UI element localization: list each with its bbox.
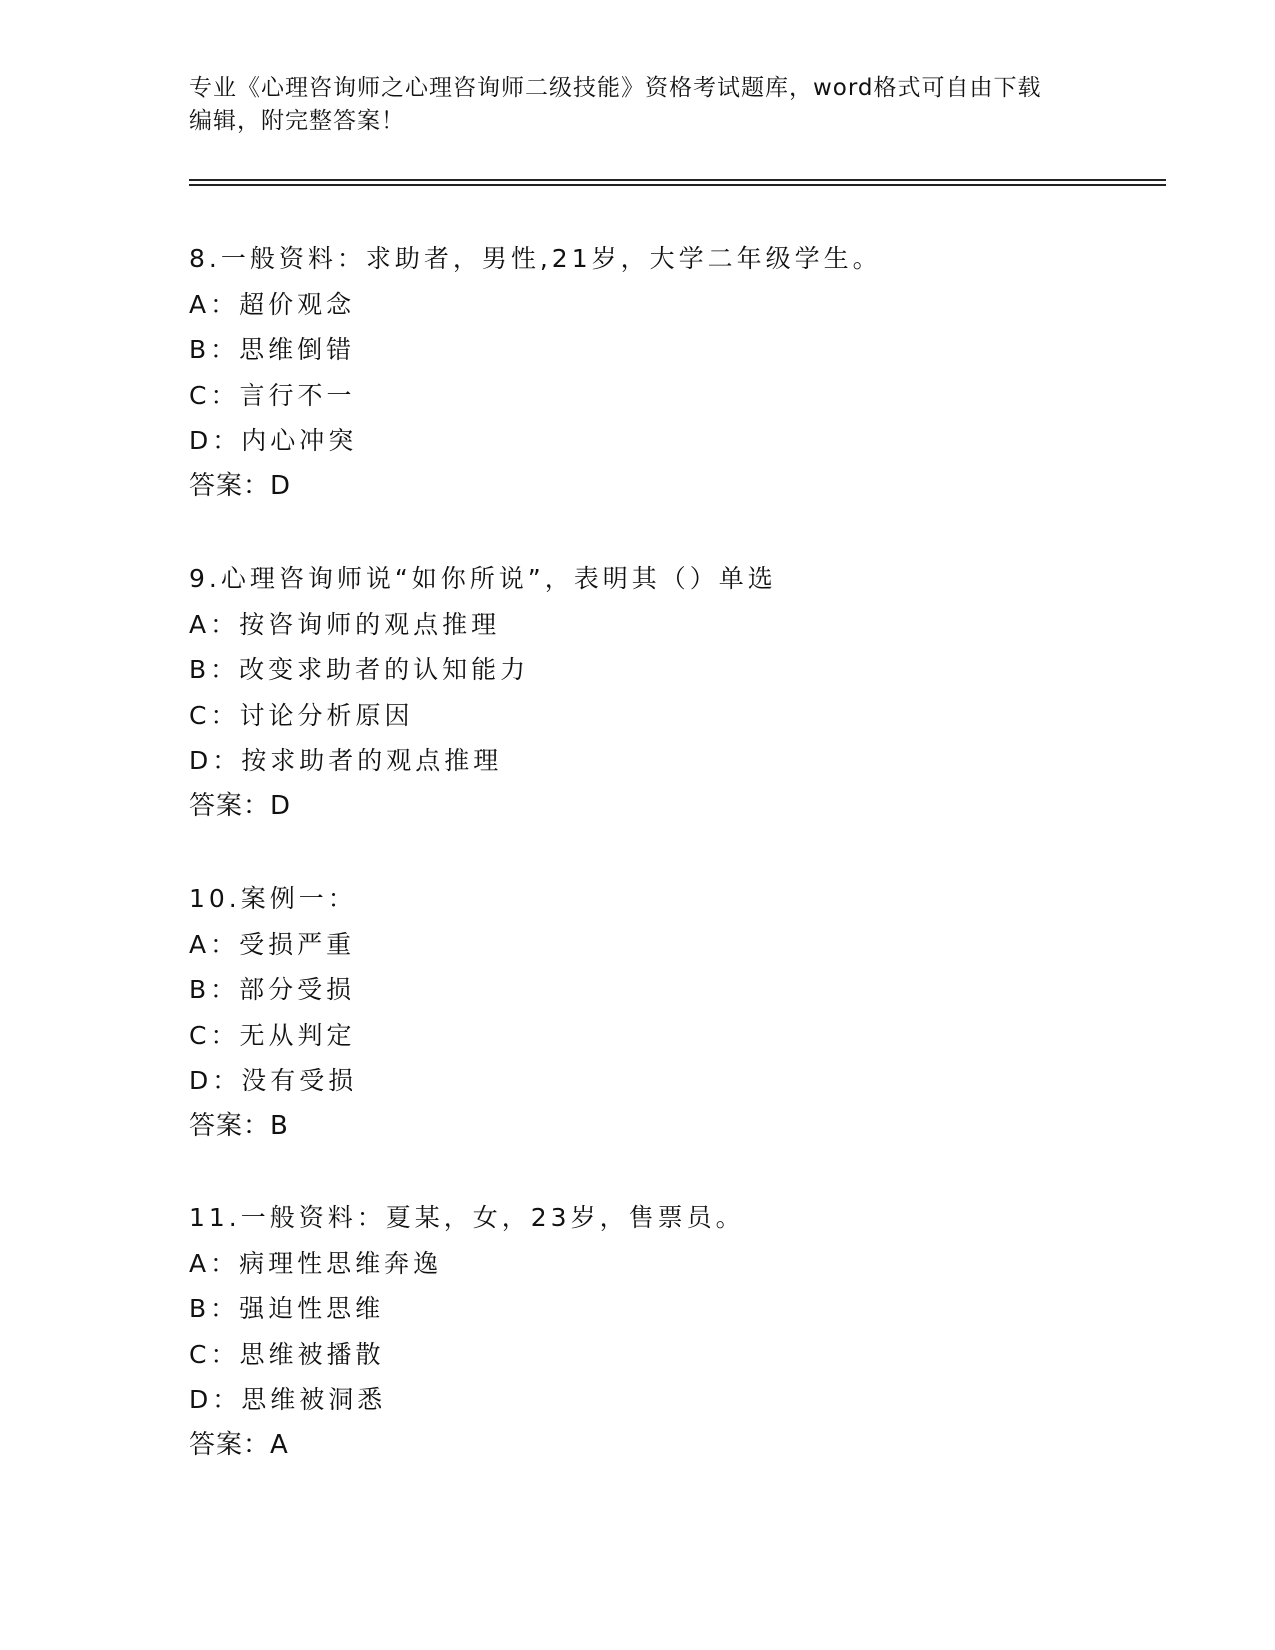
option-a: A：按咨询师的观点推理 — [189, 609, 501, 639]
option-a: A：超价观念 — [189, 289, 356, 319]
option-b: B：思维倒错 — [189, 335, 356, 365]
question-11 — [189, 1195, 1169, 1469]
option-b: B：强迫性思维 — [189, 1294, 385, 1324]
option-b: B：部分受损 — [189, 975, 356, 1005]
answer: 答案：B — [189, 1110, 289, 1141]
answer: 答案：D — [189, 790, 292, 821]
option-d: D：内心冲突 — [189, 426, 358, 456]
header-divider-top — [189, 179, 1166, 181]
question-stem: 8.一般资料：求助者，男性,21岁，大学二年级学生。 — [189, 244, 882, 273]
question-stem: 9.心理咨询师说“如你所说”，表明其（）单选 — [189, 564, 777, 593]
option-c: C：讨论分析原因 — [189, 700, 414, 730]
header-line-2: 编辑，附完整答案！ — [189, 108, 405, 134]
question-stem: 10.案例一： — [189, 884, 357, 913]
option-a: A：病理性思维奔逸 — [189, 1248, 443, 1278]
option-c: C：无从判定 — [189, 1020, 356, 1050]
option-d: D：思维被洞悉 — [189, 1385, 387, 1415]
document-header — [189, 72, 1089, 138]
option-c: C：思维被播散 — [189, 1339, 385, 1369]
option-a: A：受损严重 — [189, 929, 356, 959]
question-9 — [189, 556, 1169, 830]
question-stem: 11.一般资料：夏某，女，23岁，售票员。 — [189, 1203, 745, 1232]
option-c: C：言行不一 — [189, 380, 356, 410]
option-d: D：没有受损 — [189, 1066, 358, 1096]
question-8 — [189, 236, 1169, 510]
option-b: B：改变求助者的认知能力 — [189, 655, 530, 685]
question-10 — [189, 876, 1169, 1150]
answer: 答案：A — [189, 1429, 289, 1460]
header-line-1: 专业《心理咨询师之心理咨询师二级技能》资格考试题库，word格式可自由下载 — [189, 75, 1042, 101]
header-divider-bottom — [189, 184, 1166, 186]
option-d: D：按求助者的观点推理 — [189, 746, 503, 776]
answer: 答案：D — [189, 470, 292, 501]
